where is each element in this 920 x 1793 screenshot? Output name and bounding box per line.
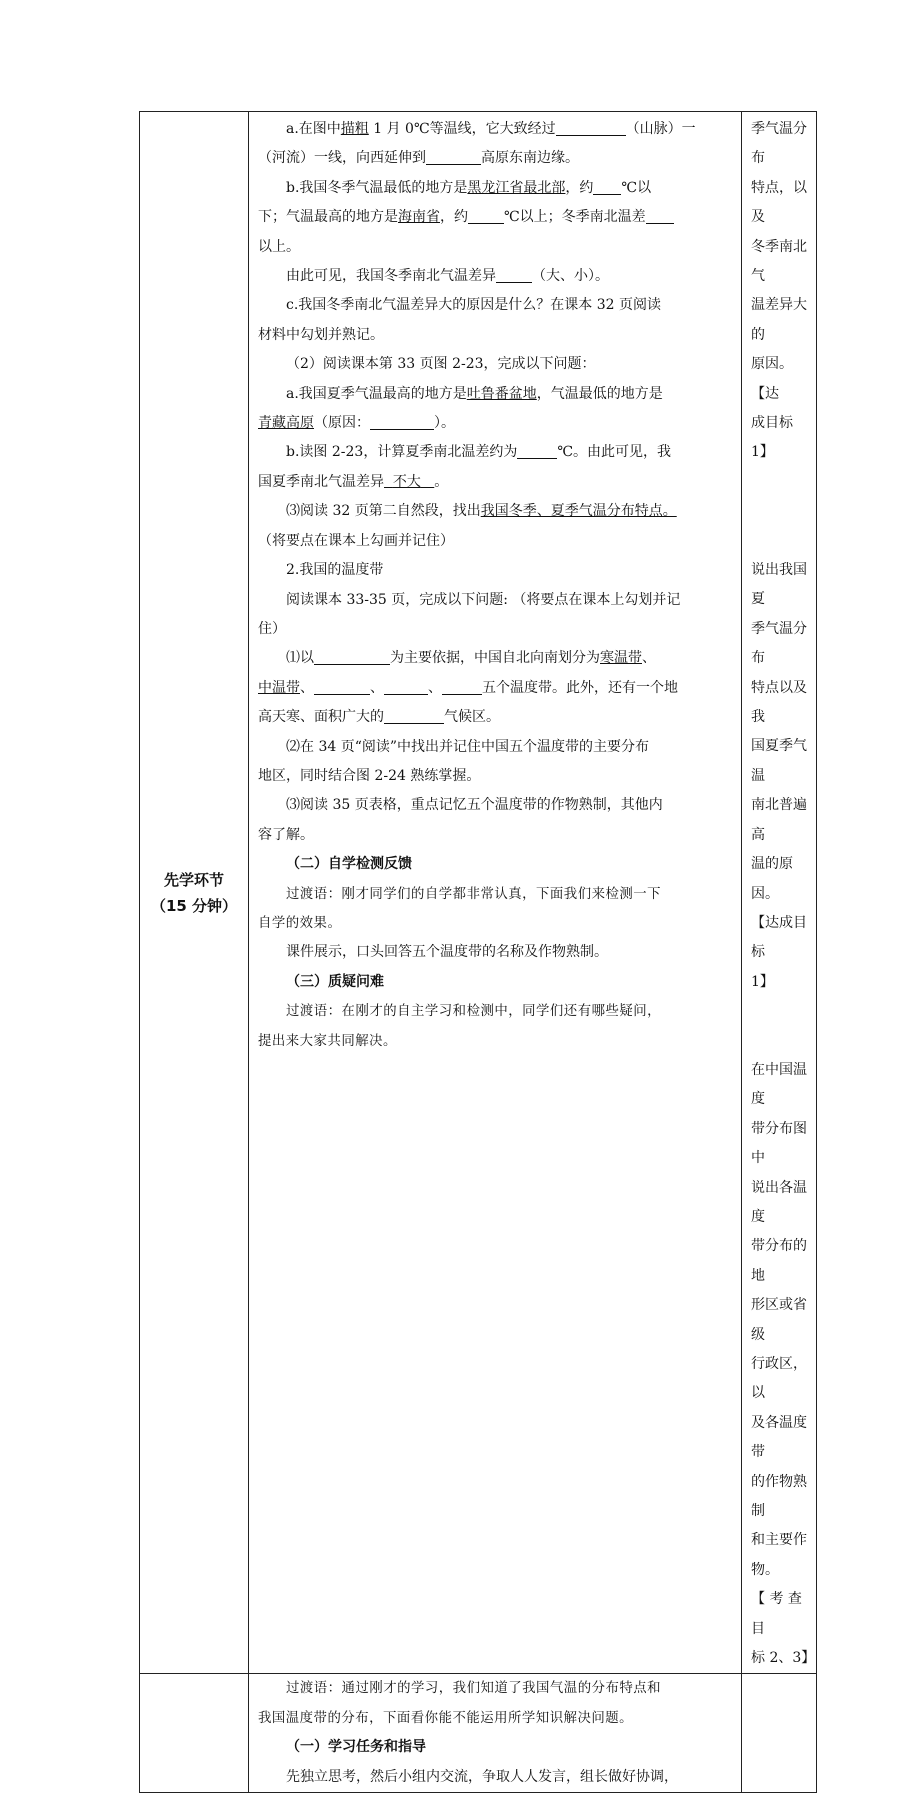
content-cell: [249, 112, 742, 1674]
section-heading: （二）自学检测反馈: [286, 856, 412, 873]
goal-block: 季气温分布 特点，以及 冬季南北气 温差异大的 原因。【达 成目标 1】: [751, 121, 807, 461]
paragraph: a.我国夏季气温最高的地方是吐鲁番盆地，气温最低的地方是: [286, 385, 663, 402]
section-label-cell: [140, 1674, 249, 1793]
paragraph: 材料中勾划并熟记。: [258, 326, 384, 343]
paragraph: 容了解。: [258, 826, 314, 843]
paragraph: （河流）一线，向西延伸到 高原东南边缘。: [258, 150, 579, 167]
table-row: [140, 1674, 817, 1793]
answer-blank[interactable]: [384, 678, 428, 695]
paragraph: 国夏季南北气温差异 不大 。: [258, 473, 449, 490]
paragraph: 我国温度带的分布，下面看你能不能运用所学知识解决问题。: [258, 1710, 634, 1726]
section-label-line: 先学环节: [163, 870, 224, 889]
section-heading: （一）学习任务和指导: [286, 1739, 426, 1756]
paragraph: 高天寒、面积广大的 气候区。: [258, 709, 500, 726]
answer-blank[interactable]: [370, 413, 434, 430]
paragraph: b.我国冬季气温最低的地方是黑龙江省最北部，约 ℃以: [286, 179, 652, 196]
paragraph: a.在图中描粗 1 月 0℃等温线，它大致经过 （山脉）一: [286, 121, 696, 137]
section-heading: （三）质疑问难: [286, 973, 384, 990]
answer-blank[interactable]: [646, 207, 674, 224]
paragraph: c.我国冬季南北气温差异大的原因是什么？在课本 32 页阅读: [286, 297, 662, 314]
answer-blank[interactable]: [468, 207, 504, 224]
answer-blank[interactable]: [314, 678, 370, 695]
paragraph: 下；气温最高的地方是海南省，约 ℃以上；冬季南北温差: [258, 203, 735, 232]
paragraph: 过渡语：通过刚才的学习，我们知道了我国气温的分布特点和: [286, 1681, 662, 1697]
answer-blank[interactable]: [426, 148, 481, 165]
goal-cell: [742, 112, 817, 1674]
answer-blank[interactable]: [496, 266, 532, 283]
answer-blank[interactable]: [442, 678, 482, 695]
paragraph: 阅读课本 33-35 页，完成以下问题: （将要点在课本上勾划并记: [286, 591, 681, 608]
lesson-plan-table: [139, 111, 817, 1793]
answer-blank[interactable]: [593, 178, 621, 195]
answer-blank[interactable]: [314, 648, 390, 665]
paragraph: 中温带、 、 、 五个温度带。此外，还有一个地: [258, 679, 678, 696]
answer-blank[interactable]: [384, 707, 444, 724]
content-cell: [249, 1674, 742, 1793]
paragraph: ⑶阅读 32 页第二自然段，找出我国冬季、夏季气温分布特点。: [286, 503, 677, 520]
paragraph: 住）: [258, 620, 286, 637]
goal-block: 在中国温度 带分布图中 说出各温度 带分布的地 形区或省级 行政区，以 及各温度带 的作物熟制 和主要作物。 【 考 查 目 标 2、3】: [751, 1061, 816, 1667]
paragraph: 先独立思考，然后小组内交流，争取人人发言，组长做好协调，: [286, 1768, 678, 1785]
section-label-line: （15 分钟）: [150, 896, 238, 915]
paragraph: ⑴以 为主要依据，中国自北向南划分为寒温带、: [286, 650, 656, 667]
answer-blank[interactable]: [517, 442, 557, 459]
paragraph: ⑶阅读 35 页表格，重点记忆五个温度带的作物熟制，其他内: [286, 797, 663, 814]
goal-cell: [742, 1674, 817, 1793]
paragraph: 青藏高原（原因： ）。: [258, 415, 455, 432]
section-label: [140, 867, 248, 919]
section-title: 2.我国的温度带: [286, 562, 384, 579]
paragraph: 地区，同时结合图 2-24 熟练掌握。: [258, 767, 481, 784]
table-row: [140, 112, 817, 1674]
paragraph: 以上。: [258, 238, 300, 255]
paragraph: 提出来大家共同解决。: [258, 1033, 397, 1049]
paragraph: b.读图 2-23，计算夏季南北温差约为 ℃。由此可见，我: [286, 444, 671, 461]
answer-blank[interactable]: [556, 119, 626, 136]
paragraph: 自学的效果。: [258, 915, 342, 931]
paragraph: 课件展示，口头回答五个温度带的名称及作物熟制。: [286, 944, 608, 961]
section-label-cell: [140, 112, 249, 1674]
paragraph: （2）阅读课本第 33 页图 2-23，完成以下问题：: [286, 356, 596, 373]
paragraph: 过渡语：在刚才的自主学习和检测中，同学们还有哪些疑问，: [286, 1004, 662, 1020]
paragraph: 由此可见，我国冬季南北气温差异 （大、小）。: [286, 268, 609, 285]
paragraph: （将要点在课本上勾画并记住）: [258, 532, 454, 549]
goal-block: 说出我国夏 季气温分布 特点以及我 国夏季气温 南北普遍高 温的原因。 【达成目标 1】: [751, 562, 807, 990]
paragraph: ⑵在 34 页“阅读”中找出并记住中国五个温度带的主要分布: [286, 738, 650, 755]
paragraph: 过渡语：刚才同学们的自学都非常认真，下面我们来检测一下: [286, 886, 662, 902]
